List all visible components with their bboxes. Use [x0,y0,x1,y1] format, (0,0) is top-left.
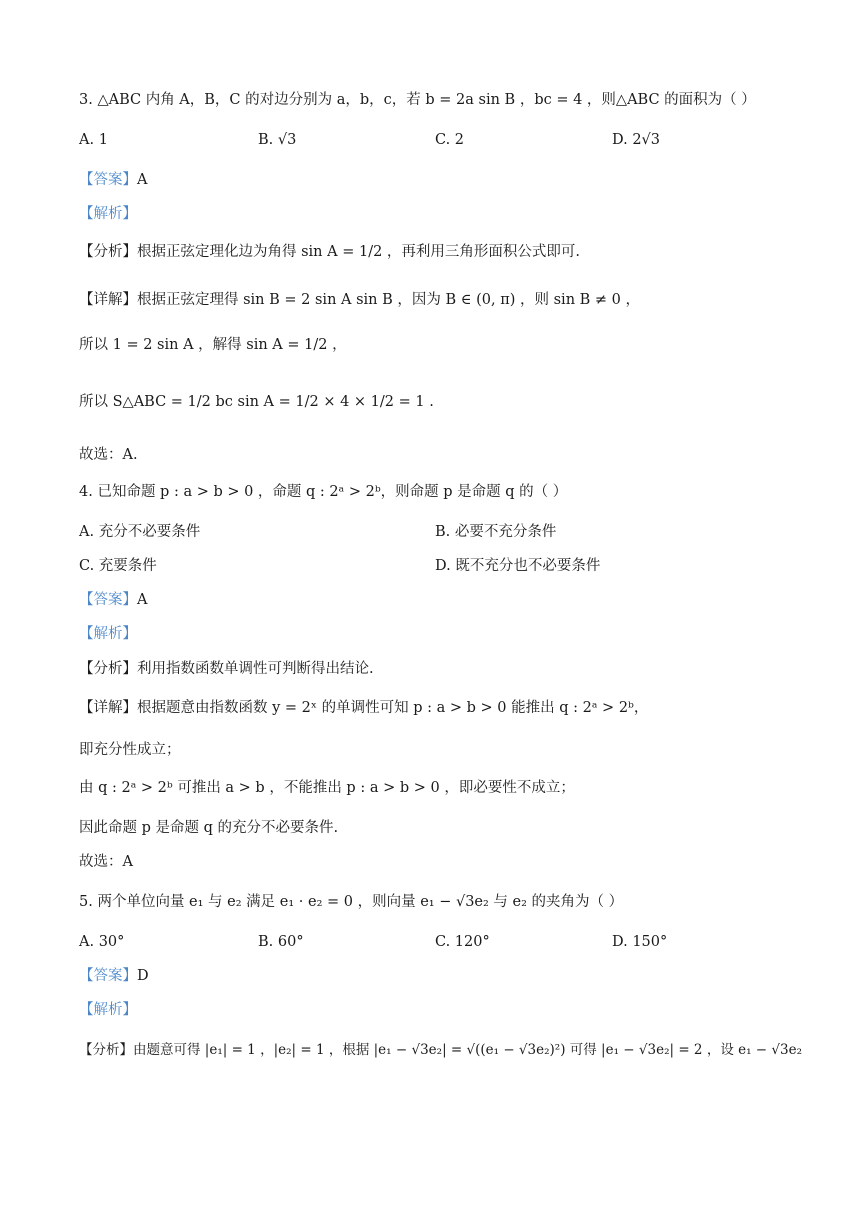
fenxi-tag: 【分析】 [79,661,137,677]
q5-answer-line [79,966,149,986]
q4-fenxi: 利用指数函数单调性可判断得出结论. [137,661,374,677]
answer-tag: 【答案】 [79,172,137,188]
q5-stem: 5. 两个单位向量 e₁ 与 e₂ 满足 e₁ · e₂ = 0 ，则向量 e₁ − √3e₂ 与 e₂ 的夹角为（ ） [79,894,624,910]
q3-analysis-line [79,204,137,224]
q3-fenxi: 根据正弦定理化边为角得 sin A = 1/2 ，再利用三角形面积公式即可. [137,244,581,260]
analysis-tag: 【解析】 [79,626,137,642]
q4-detail-line-1 [79,698,648,718]
q3-detail-1: 根据正弦定理得 sin B = 2 sin A sin B ，因为 B ∈ (0, π) ，则 sin B ≠ 0 ， [137,292,640,308]
q4-choice-line: 故选：A [79,854,133,870]
q4-analysis-line [79,624,137,644]
fenxi-tag: 【分析】 [79,244,137,260]
q3-option-b: B. √3 [258,132,297,148]
q3-option-d: D. 2√3 [612,132,661,148]
q5-fenxi-line [79,1040,802,1060]
q3-detail-line-2: 所以 1 = 2 sin A ，解得 sin A = 1/2 ， [79,337,347,353]
q4-detail-line-2: 即充分性成立； [79,742,181,758]
detail-tag: 【详解】 [79,292,137,308]
q4-stem: 4. 已知命题 p : a > b > 0 ，命题 q : 2ᵃ > 2ᵇ，则命题 p 是命题 q 的（ ） [79,484,568,500]
q5-analysis-line [79,1000,137,1020]
analysis-tag: 【解析】 [79,1002,137,1018]
q4-detail-line-4: 因此命题 p 是命题 q 的充分不必要条件. [79,820,339,836]
q3-fenxi-line [79,242,580,262]
q4-option-d: D. 既不充分也不必要条件 [435,558,601,574]
q5-option-c: C. 120° [435,934,490,950]
q4-fenxi-line [79,659,374,679]
q3-option-a: A. 1 [79,132,108,148]
q5-fenxi: 由题意可得 |e₁| = 1 ，|e₂| = 1 ，根据 |e₁ − √3e₂| = √((e₁ − √3e₂)²) 可得 |e₁ − √3e₂| = 2 ，设 e₁ − √3e₂ [133,1042,802,1058]
q3-choice-line: 故选：A. [79,447,138,463]
q3-detail-line-3: 所以 S△ABC = 1/2 bc sin A = 1/2 × 4 × 1/2 = 1 . [79,394,434,410]
detail-tag: 【详解】 [79,700,137,716]
q4-option-c: C. 充要条件 [79,558,157,574]
q5-answer: D [137,968,149,984]
q5-option-d: D. 150° [612,934,668,950]
q3-option-c: C. 2 [435,132,465,148]
q3-answer-line [79,170,147,190]
q4-answer: A [137,592,148,608]
fenxi-tag: 【分析】 [79,1042,133,1058]
q4-option-a: A. 充分不必要条件 [79,524,201,540]
q4-answer-line [79,590,147,610]
q5-option-b: B. 60° [258,934,304,950]
q5-option-a: A. 30° [79,934,125,950]
analysis-tag: 【解析】 [79,206,137,222]
q4-detail-1: 根据题意由指数函数 y = 2ˣ 的单调性可知 p : a > b > 0 能推出 q : 2ᵃ > 2ᵇ， [137,700,649,716]
q3-stem: 3. △ABC 内角 A，B，C 的对边分别为 a，b，c，若 b = 2a sin B ，bc = 4 ，则△ABC 的面积为（ ） [79,92,756,108]
q3-detail-line-1 [79,290,640,310]
answer-tag: 【答案】 [79,968,137,984]
q4-option-b: B. 必要不充分条件 [435,524,557,540]
answer-tag: 【答案】 [79,592,137,608]
q4-detail-line-3: 由 q : 2ᵃ > 2ᵇ 可推出 a > b ，不能推出 p : a > b > 0 ，即必要性不成立； [79,780,575,796]
q3-answer: A [137,172,148,188]
